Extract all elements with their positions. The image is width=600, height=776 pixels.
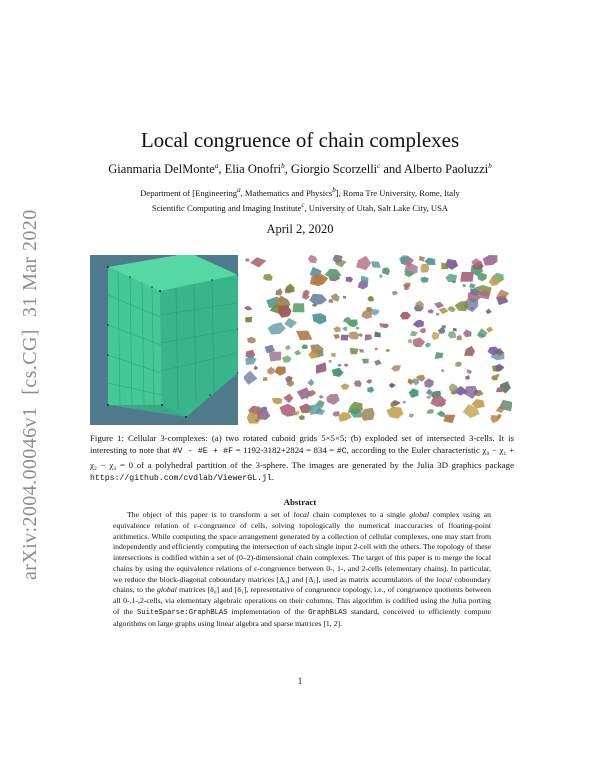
exploded-cell <box>428 309 434 313</box>
exploded-cell <box>274 366 286 375</box>
exploded-cell <box>312 313 326 324</box>
exploded-cell <box>403 401 407 404</box>
exploded-cell <box>328 299 333 303</box>
exploded-cell <box>245 258 250 262</box>
exploded-cell <box>464 346 475 357</box>
exploded-cell <box>410 331 418 337</box>
exploded-cell <box>296 331 312 341</box>
exploded-cell <box>486 326 493 332</box>
affiliation-1: Department of [Engineering$^a$, Mathematics and Physics$^b$], Roma Tre University, Rome, Italy <box>140 186 460 198</box>
exploded-cell <box>329 360 332 364</box>
exploded-cell <box>309 294 327 305</box>
exploded-cell <box>382 267 390 275</box>
exploded-cell <box>413 320 424 328</box>
exploded-cell <box>426 395 431 398</box>
exploded-cell <box>292 303 304 312</box>
exploded-cell <box>374 360 382 366</box>
exploded-cell <box>348 331 360 339</box>
exploded-cell <box>409 414 415 418</box>
exploded-cell <box>359 349 364 353</box>
exploded-cell <box>343 296 346 299</box>
exploded-cell <box>448 331 456 338</box>
exploded-cell <box>333 326 341 332</box>
exploded-cell <box>463 329 471 337</box>
exploded-cell <box>408 339 413 344</box>
author-3: Giorgio Scorzelli$^c$ and <box>290 162 404 177</box>
exploded-cell <box>374 332 381 338</box>
exploded-cell <box>435 352 444 359</box>
arxiv-date: 31 Mar 2020 <box>18 209 41 318</box>
exploded-cell <box>346 277 353 283</box>
arxiv-id: arXiv:2004.00046v1 <box>18 406 41 580</box>
exploded-cell <box>297 387 311 400</box>
exploded-cell <box>368 296 375 302</box>
exploded-cell <box>463 284 466 287</box>
exploded-cell <box>366 379 371 383</box>
exploded-cell <box>443 415 455 424</box>
caption-url: https://github.com/cvdlab/ViewerGL.jl <box>90 474 272 484</box>
exploded-cell <box>272 398 282 405</box>
exploded-cell <box>250 257 266 267</box>
exploded-cell <box>391 365 401 372</box>
page-number: 1 <box>297 676 303 686</box>
exploded-cell <box>267 367 275 375</box>
exploded-cell <box>280 404 296 417</box>
exploded-cell <box>425 342 431 347</box>
exploded-cell <box>278 305 292 318</box>
exploded-cell <box>316 362 327 374</box>
exploded-cell <box>420 328 427 333</box>
exploded-cell <box>299 415 305 420</box>
exploded-cell <box>467 369 473 374</box>
exploded-cell <box>445 274 457 282</box>
exploded-cell <box>319 395 324 399</box>
exploded-cell <box>400 312 411 320</box>
exploded-cell <box>359 333 363 337</box>
exploded-cell <box>276 288 283 295</box>
exploded-cell <box>434 302 444 309</box>
exploded-cell <box>367 387 374 393</box>
exploded-cell <box>460 272 474 282</box>
exploded-cell <box>350 348 359 354</box>
exploded-cell <box>453 328 457 332</box>
figure-1b-exploded-cells <box>244 255 512 425</box>
exploded-cell <box>356 256 371 270</box>
exploded-cell <box>244 371 257 385</box>
exploded-cell <box>326 394 340 405</box>
exploded-cell <box>455 301 468 312</box>
exploded-cell <box>332 368 344 377</box>
exploded-cell <box>389 383 396 389</box>
exploded-cell <box>455 362 462 367</box>
paper-title: Local congruence of chain complexes <box>140 128 460 152</box>
abstract-body: The object of this paper is to transform a set of local chain complexes to a single global complex using an equivalence relation of ε-congruence of cells, solving topologically the numerical inaccuracies of floating-point arithmetics. While computing the space arrangement generated by a collection of cellular complexes, one may start from independently and efficiently computing the intersection of each single input 2-cell with the others. The topology of these intersections is codified within a set of (0–2)-dimensional chain complexes. The target of this paper is to merge the local chains by using the equivalence relations of ε-congruence between 0-, 1-, and 2-cells (elementary chains). In particular, we reduce the block-diagonal coboundary matrices [Δ₀] and [Δ₁], used as matrix accumulators of the local coboundary chains, to the global matrices [δ₀] and [δ₁], representative of congruence topology, i.e., of congruence quotients between all 0-,1-,2-cells, via elementary algebraic operations on their columns. This algorithm is codified using the Julia porting of the SuiteSparse:GraphBLAS implementation of the GraphBLAS standard, conceived to efficiently compute algorithms on large graphs using linear algebra and sparse matrices [1, 2]. <box>113 510 492 628</box>
exploded-cell <box>333 334 340 339</box>
exploded-cell <box>483 255 498 266</box>
arxiv-category: [cs.CG] <box>18 329 41 395</box>
exploded-cell <box>263 377 268 381</box>
exploded-cell <box>457 335 462 341</box>
exploded-cell <box>247 337 256 344</box>
exploded-cell <box>371 309 380 315</box>
exploded-cell <box>441 325 446 329</box>
exploded-cell <box>379 274 383 279</box>
exploded-cell <box>424 378 434 387</box>
exploded-cell <box>308 255 317 263</box>
exploded-cell <box>312 304 317 307</box>
exploded-cell <box>438 328 446 334</box>
exploded-cell <box>375 348 379 351</box>
abstract-heading: Abstract <box>283 497 317 507</box>
exploded-cell <box>441 369 444 372</box>
author-4: Alberto Paoluzzi$^b$ <box>403 162 492 177</box>
exploded-cell <box>464 386 478 399</box>
exploded-cell <box>354 380 362 387</box>
exploded-cell <box>437 411 445 418</box>
exploded-cell <box>486 308 492 314</box>
exploded-cell <box>409 388 419 397</box>
exploded-cell <box>245 317 252 323</box>
paper-date: April 2, 2020 <box>266 222 334 236</box>
exploded-cell <box>254 366 259 371</box>
exploded-cell <box>447 306 455 312</box>
exploded-cell <box>436 313 440 316</box>
author-1: Gianmaria DelMonte$^a$, <box>108 162 225 177</box>
exploded-cell <box>341 383 350 389</box>
exploded-cell <box>419 256 425 262</box>
exploded-cell <box>294 350 301 355</box>
figure-caption: Figure 1: Cellular 3-complexes: (a) two rotated cuboid grids 5×5×5; (b) exploded set of intersected 3-cells. It is interesting to note that #V - #E + #F = 1192-3182+2824 = 834 = #C, according to the Euler characteristic χ₀ − χ₁ + χ₂ − χ₃ = 0 of a polyhedral partition of the 3-sphere. The images are generated by the Julia 3D graphics package https://github.com/cvdlab/ViewerGL.jl. <box>90 433 514 484</box>
exploded-cell <box>392 291 398 296</box>
exploded-cell <box>282 355 292 362</box>
exploded-cell <box>307 379 314 387</box>
exploded-cell <box>432 332 440 340</box>
exploded-cell <box>283 394 293 404</box>
exploded-cell <box>469 283 476 288</box>
exploded-cell <box>356 326 360 329</box>
exploded-cell <box>466 377 470 381</box>
exploded-cell <box>302 344 308 349</box>
exploded-cell <box>439 308 449 315</box>
exploded-cell <box>371 261 381 268</box>
exploded-cell <box>342 327 347 331</box>
figure-1a-cuboid-grids <box>90 255 238 425</box>
exploded-cell <box>344 364 349 367</box>
exploded-cell <box>361 276 368 284</box>
exploded-cell <box>285 345 291 351</box>
exploded-cell <box>257 410 270 420</box>
exploded-cell <box>386 349 391 352</box>
exploded-cell <box>338 412 352 421</box>
exploded-cell <box>303 290 310 296</box>
author-2: Elia Onofri$^b$, <box>224 162 291 177</box>
exploded-cell <box>420 264 429 273</box>
exploded-cell <box>362 359 369 364</box>
author-list <box>0 162 600 177</box>
exploded-cell <box>496 364 505 371</box>
exploded-cell <box>386 407 403 419</box>
exploded-cell <box>269 352 282 362</box>
exploded-cell <box>365 334 372 340</box>
exploded-cell <box>268 322 286 334</box>
exploded-cell <box>244 306 252 310</box>
exploded-cell <box>331 353 336 357</box>
exploded-cell <box>427 409 434 414</box>
affiliation-2: Scientific Computing and Imaging Institute$^c$, University of Utah, Salt Lake City, USA <box>151 201 449 213</box>
exploded-cell <box>284 318 297 328</box>
exploded-cell <box>338 364 342 367</box>
exploded-cell <box>477 328 488 337</box>
exploded-cell <box>413 337 425 347</box>
exploded-cell <box>341 335 349 341</box>
exploded-cell <box>263 274 273 281</box>
